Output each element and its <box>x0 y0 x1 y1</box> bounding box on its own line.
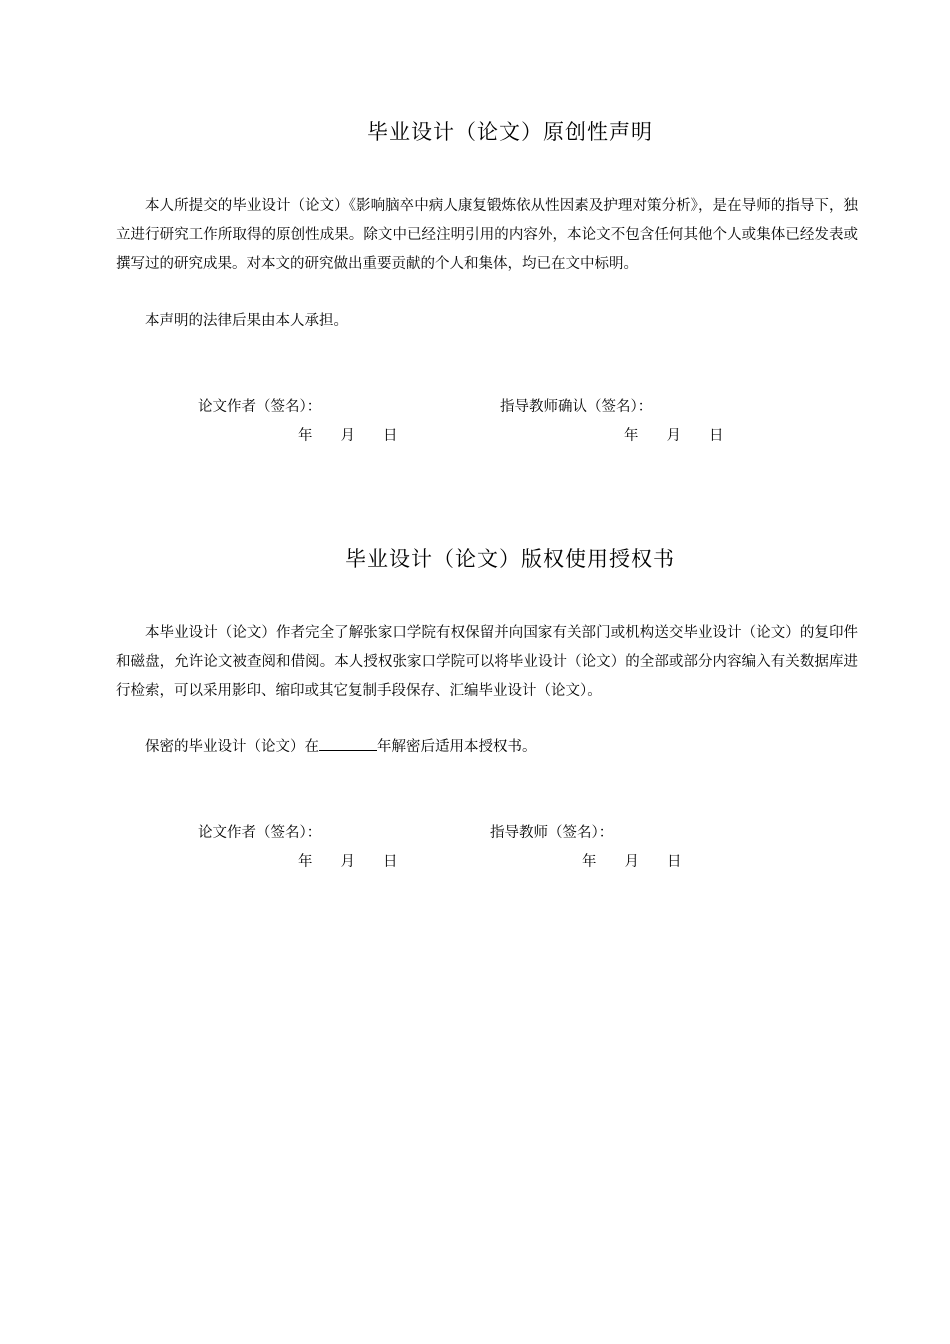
date-month: 月 <box>340 428 355 444</box>
copyright-paragraph-2 <box>116 733 858 762</box>
originality-author-date <box>298 426 398 446</box>
date-year: 年 <box>298 428 313 444</box>
originality-author-signature-label: 论文作者（签名）： <box>198 399 322 415</box>
date-day: 日 <box>383 428 398 444</box>
copyright-advisor-signature-label: 指导教师（签名）： <box>490 825 614 841</box>
date-month: 月 <box>624 854 639 870</box>
originality-title: 毕业设计（论文）原创性声明 <box>367 120 653 144</box>
copyright-paragraph-2-before: 保密的毕业设计（论文）在 <box>145 739 319 755</box>
originality-advisor-signature-label: 指导教师确认（签名）： <box>500 399 653 415</box>
date-year: 年 <box>298 854 313 870</box>
copyright-title: 毕业设计（论文）版权使用授权书 <box>345 547 675 571</box>
originality-paragraph-2: 本声明的法律后果由本人承担。 <box>145 313 348 329</box>
date-day: 日 <box>709 428 724 444</box>
copyright-paragraph-1: 本毕业设计（论文）作者完全了解张家口学院有权保留并向国家有关部门或机构送交毕业设计（论文）的复印件和磁盘，允许论文被查阅和借阅。本人授权张家口学院可以将毕业设计（论文）的全部或部分内容编入有关数据库进行检索，可以采用影印、缩印或其它复制手段保存、汇编毕业设计（论文）。 <box>116 625 858 699</box>
copyright-advisor-date <box>582 852 682 872</box>
copyright-author-signature-label: 论文作者（签名）： <box>198 825 322 841</box>
date-day: 日 <box>667 854 682 870</box>
date-month: 月 <box>666 428 681 444</box>
date-day: 日 <box>383 854 398 870</box>
date-month: 月 <box>340 854 355 870</box>
originality-advisor-date <box>624 426 724 446</box>
blank-year-line <box>319 736 377 751</box>
date-year: 年 <box>624 428 639 444</box>
originality-paragraph-1: 本人所提交的毕业设计（论文）《影响脑卒中病人康复锻炼依从性因素及护理对策分析》，是在导师的指导下，独立进行研究工作所取得的原创性成果。除文中已经注明引用的内容外，本论文不包含任何其他个人或集体已经发表或撰写过的研究成果。对本文的研究做出重要贡献的个人和集体，均已在文中标明。 <box>116 198 858 272</box>
copyright-paragraph-2-after: 年解密后适用本授权书。 <box>377 739 537 755</box>
date-year: 年 <box>582 854 597 870</box>
copyright-author-date <box>298 852 398 872</box>
